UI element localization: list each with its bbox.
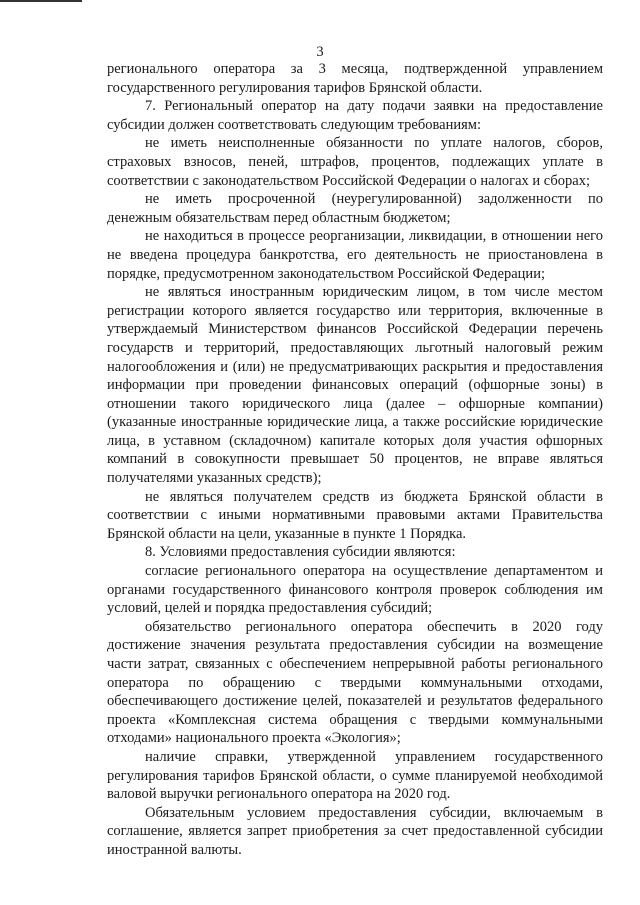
paragraph: не иметь просроченной (неурегулированной) задолженности по денежным обязательствам перед областным бюджетом; (107, 191, 603, 226)
paragraph: регионального оператора за 3 месяца, подтвержденной управлением государственного регулирования тарифов Брянской области. (107, 61, 603, 96)
paragraph: обязательство регионального оператора обеспечить в 2020 году достижение значения результата предоставления субсидии на возмещение части затрат, связанных с обеспечением непрерывной работы регионального оператора по обращению с твердыми коммунальными отходами, обеспечивающего достижение целей, показателей и результатов федерального проекта «Комплексная система обращения с твердыми коммунальными отходами» национального проекта «Экология»; (107, 618, 603, 747)
paragraph: не являться получателем средств из бюджета Брянской области в соответствии с иными нормативными правовыми актами Правительства Брянской области на цели, указанные в пункте 1 Порядка. (107, 488, 603, 542)
document-body (107, 60, 603, 860)
paragraph: Обязательным условием предоставления субсидии, включаемым в соглашение, является запрет приобретения за счет предоставленной субсидии иностранной валюты. (107, 804, 603, 858)
scan-edge-mark (0, 0, 82, 2)
paragraph: не иметь неисполненные обязанности по уплате налогов, сборов, страховых взносов, пеней, штрафов, процентов, подлежащих уплате в соответствии с законодательством Российской Федерации о налогах и сборах; (107, 135, 603, 189)
paragraph: не являться иностранным юридическим лицом, в том числе местом регистрации которого является государство или территория, включенные в утверждаемый Министерством финансов Российской Федерации перечень государств и территорий, предоставляющих льготный налоговый режим налогообложения и (или) не предусматривающих раскрытия и предоставления информации при проведении финансовых операций (офшорные зоны) в отношении такого юридического лица (далее – офшорные компании) (указанные иностранные юридические лица, а также российские юридические лица, в уставном (складочном) капитале которых доля участия офшорных компаний в совокупности превышает 50 процентов, не вправе являться получателями указанных средств); (107, 284, 603, 487)
paragraph: наличие справки, утвержденной управлением государственного регулирования тарифов Брянской области, о сумме планируемой необходимой валовой выручки регионального оператора на 2020 год. (107, 748, 603, 803)
page-number: 3 (316, 44, 324, 60)
paragraph: не находиться в процессе реорганизации, ликвидации, в отношении него не введена процедура банкротства, его деятельность не приостановлена в порядке, предусмотренном законодательством Российской Федерации; (107, 228, 603, 282)
paragraph: 7. Региональный оператор на дату подачи заявки на предоставление субсидии должен соответствовать следующим требованиям: (107, 98, 603, 133)
paragraph: 8. Условиями предоставления субсидии являются: (145, 544, 456, 561)
paragraph: согласие регионального оператора на осуществление департаментом и органами государственного финансового контроля проверок соблюдения им условий, целей и порядка предоставления субсидий; (107, 563, 603, 617)
